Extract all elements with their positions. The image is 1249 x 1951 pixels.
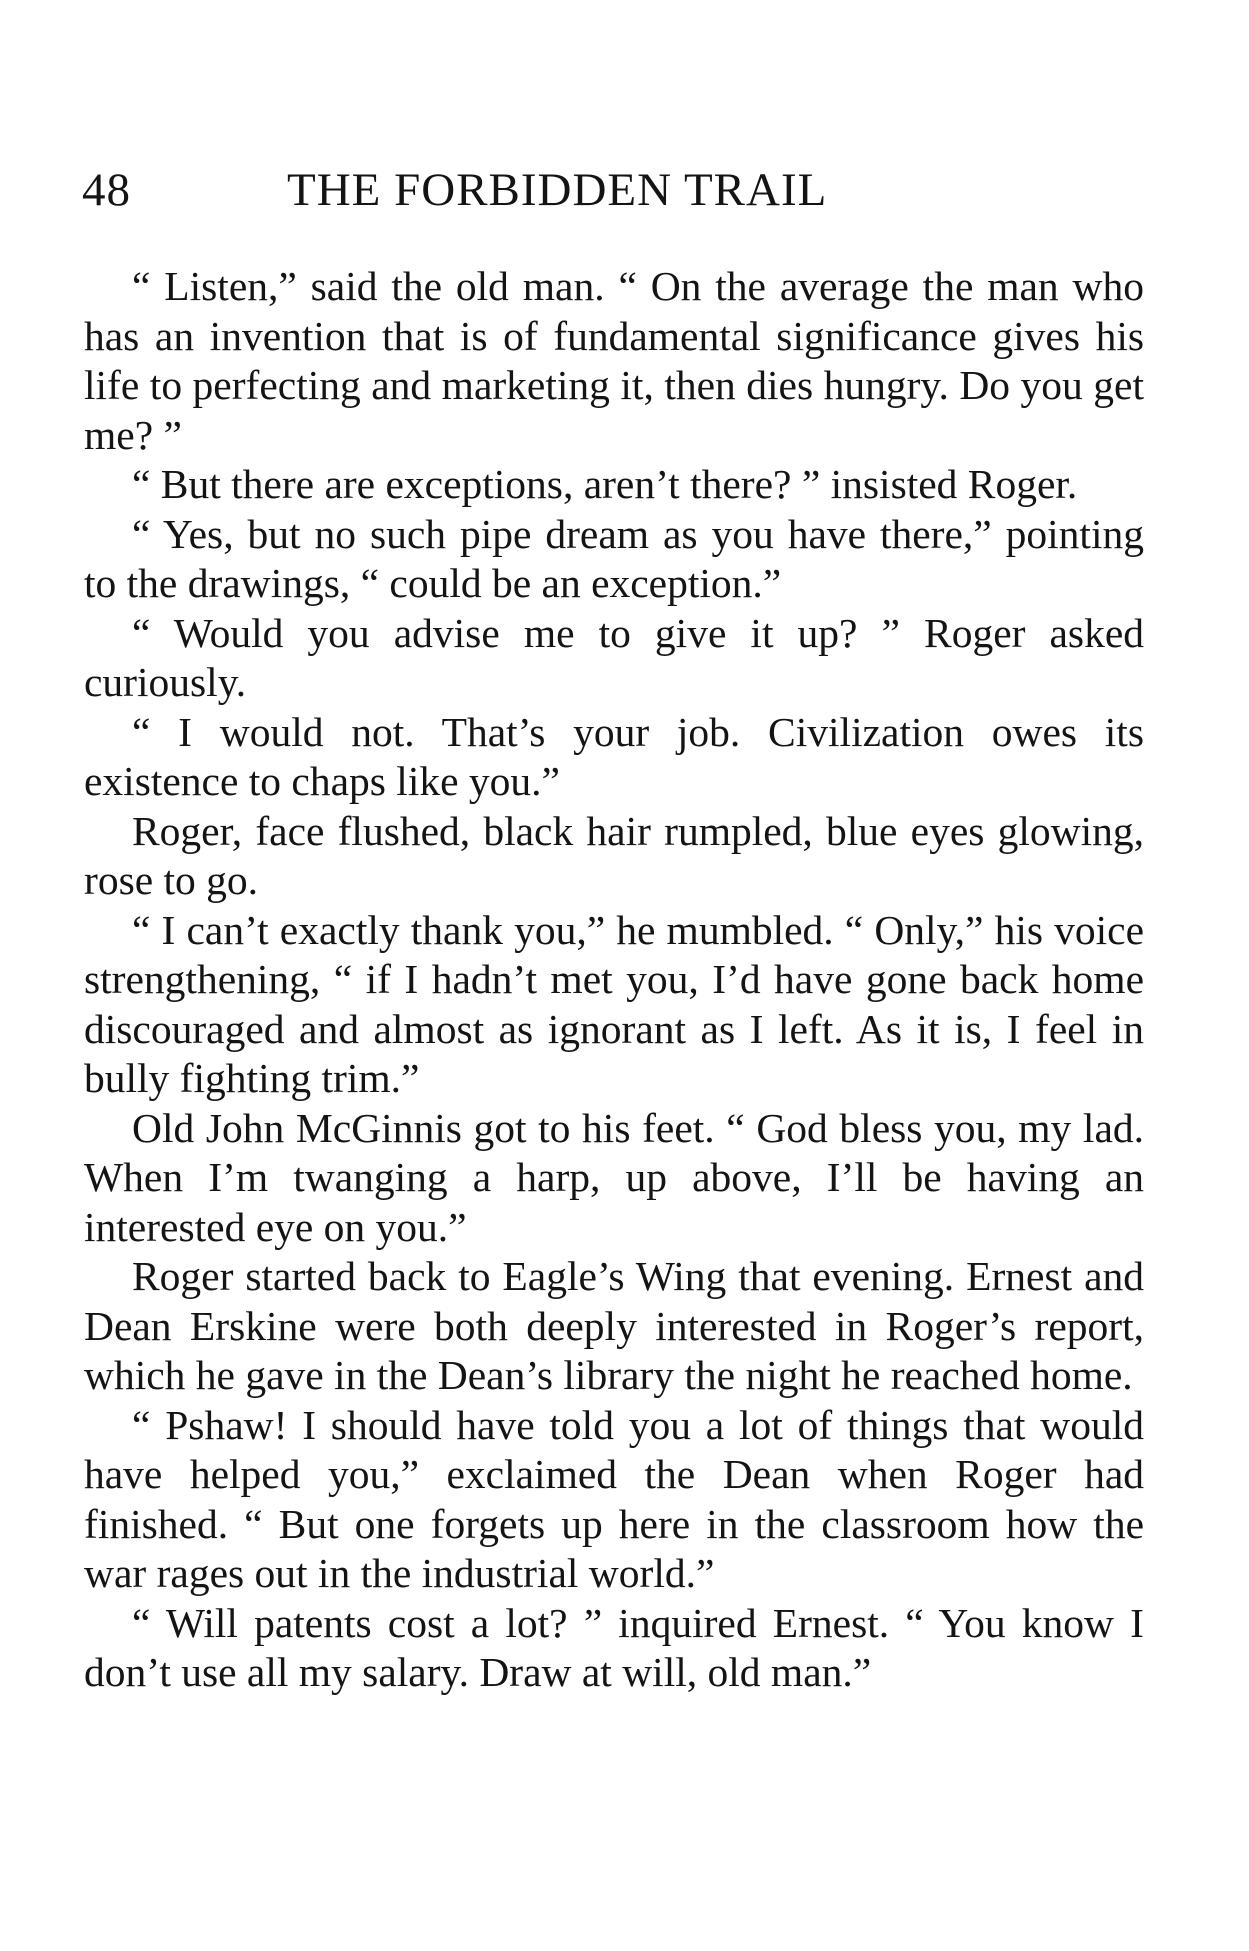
paragraph-10: “ Pshaw! I should have told you a lot of things that would have helped you,” exclaimed the Dean when Roger had finished. “ But one forgets up here in the classroom how the war rages out in the industrial world.” [84, 1401, 1144, 1596]
paragraph-3: “ Yes, but no such pipe dream as you have there,” pointing to the drawings, “ could be an exception.” [84, 510, 1144, 606]
paragraph-4: “ Would you advise me to give it up? ” Roger asked curiously. [84, 609, 1144, 705]
paragraph-2: “ But there are exceptions, aren’t there? ” insisted Roger. [132, 461, 1078, 507]
paragraph-11: “ Will patents cost a lot? ” inquired Ernest. “ You know I don’t use all my salary. Draw at will, old man.” [84, 1599, 1144, 1695]
paragraph-6: Roger, face flushed, black hair rumpled, blue eyes glowing, rose to go. [84, 807, 1144, 903]
paragraph-5: “ I would not. That’s your job. Civilization owes its existence to chaps like you.” [84, 708, 1144, 804]
page-number: 48 [82, 164, 131, 216]
paragraph-7: “ I can’t exactly thank you,” he mumbled. “ Only,” his voice strengthening, “ if I hadn’t met you, I’d have gone back home discouraged and almost as ignorant as I left. As it is, I feel in bully fighting trim.” [84, 906, 1144, 1101]
paragraph-8: Old John McGinnis got to his feet. “ God bless you, my lad. When I’m twanging a harp, up above, I’ll be having an interested eye on you.” [84, 1104, 1144, 1250]
body-text [84, 262, 1144, 1698]
running-head [82, 160, 982, 220]
paragraph-1: “ Listen,” said the old man. “ On the average the man who has an invention that is of fundamental significance gives his life to perfecting and marketing it, then dies hungry. Do you get me? ” [84, 263, 1144, 458]
running-title: THE FORBIDDEN TRAIL [287, 164, 828, 216]
paragraph-9: Roger started back to Eagle’s Wing that evening. Ernest and Dean Erskine were both deeply interested in Roger’s report, which he gave in the Dean’s library the night he reached home. [84, 1253, 1144, 1398]
